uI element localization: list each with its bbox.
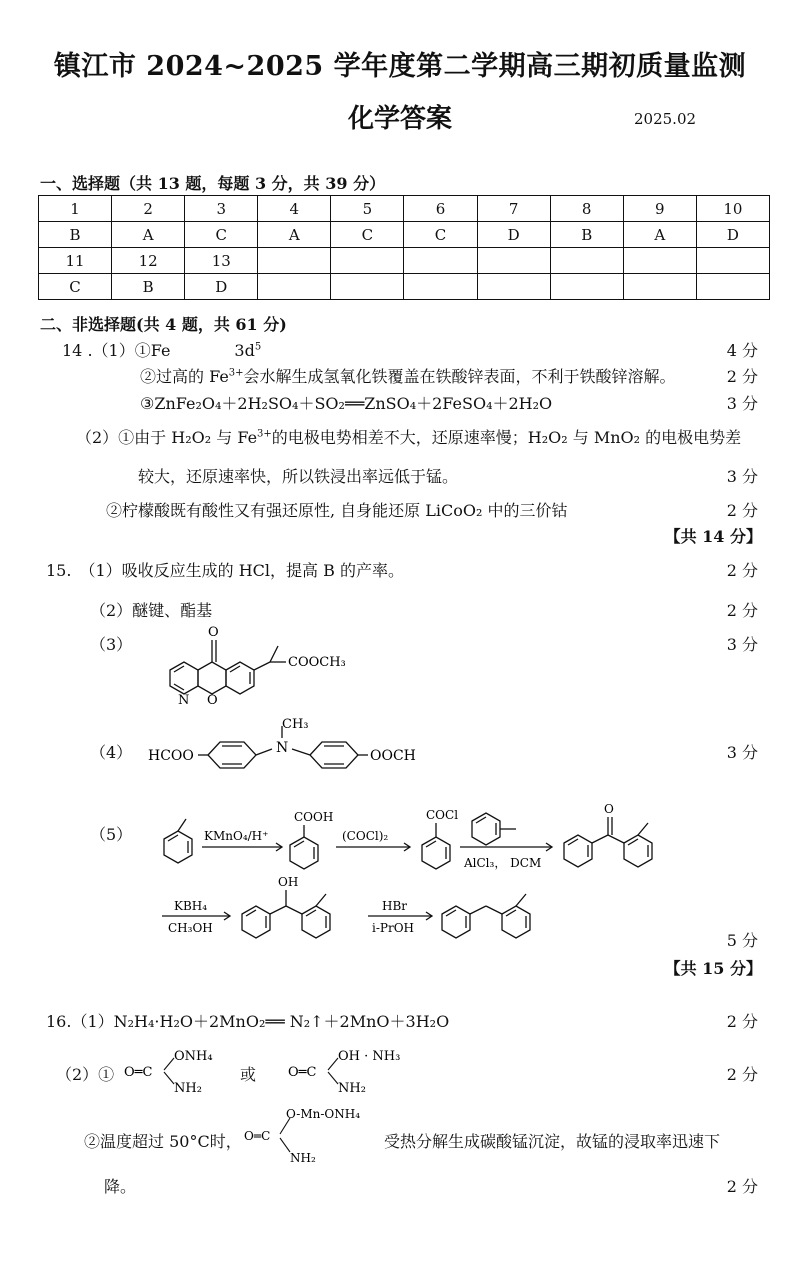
q14-line4	[76, 425, 741, 448]
reagent-kmno4: KMnO₄/H⁺	[204, 829, 269, 843]
answer-cell: 10	[696, 196, 769, 222]
q14-config-sup: 5	[254, 341, 262, 353]
s-a-top: ONH₄	[174, 1049, 213, 1064]
q15-1-score: 2 分	[726, 561, 758, 580]
answer-table	[38, 195, 770, 300]
q14-l4b: 的电极电势相差不大，还原速率慢；H₂O₂ 与 MnO₂ 的电极电势差	[271, 428, 742, 447]
q16-line3a: ②温度超过 50°C时，	[84, 1132, 242, 1151]
label-ketone-o: O	[604, 802, 614, 816]
q14-l4-sup: 3+	[257, 428, 272, 440]
q14-5-score: 3 分	[726, 467, 758, 486]
answer-cell: D	[185, 274, 258, 300]
q14-l4a: （2）①由于 H₂O₂ 与 Fe	[76, 428, 258, 447]
answer-cell	[404, 248, 477, 274]
s4-n: N	[276, 740, 289, 756]
page-subtitle: 化学答案	[347, 104, 452, 134]
s4-ch3: CH₃	[282, 717, 309, 732]
q16-line1: 16.（1）N₂H₄·H₂O＋2MnO₂══ N₂↑＋2MnO＋3H₂O	[46, 1012, 450, 1031]
q14-total: 【共 14 分】	[664, 527, 762, 546]
answer-cell: B	[550, 222, 623, 248]
answer-cell: 8	[550, 196, 623, 222]
answer-cell: 2	[112, 196, 185, 222]
table-row	[39, 248, 770, 274]
label-cooh: COOH	[294, 810, 334, 824]
q14-l2-sup: 3+	[228, 367, 244, 379]
reagent-cocl2: (COCl)₂	[342, 829, 389, 843]
answer-cell	[623, 274, 696, 300]
s4-left: HCOO	[148, 748, 194, 764]
reagent-kbh4: KBH₄	[174, 899, 208, 913]
answer-cell	[696, 248, 769, 274]
q16-line2-label: （2）①	[56, 1065, 115, 1084]
answer-cell: 4	[258, 196, 331, 222]
table-row	[39, 274, 770, 300]
q15-line1: 15. （1）吸收反应生成的 HCl，提高 B 的产率。	[46, 561, 404, 580]
reagent-ch3oh: CH₃OH	[168, 921, 213, 935]
answer-cell: B	[112, 274, 185, 300]
q15-line4-label: （4）	[90, 743, 133, 762]
q16-structure-c	[244, 1104, 384, 1166]
answer-cell: 9	[623, 196, 696, 222]
answer-cell	[331, 274, 404, 300]
q15-3-structure	[160, 618, 420, 708]
answer-cell: C	[404, 222, 477, 248]
q15-3-score: 3 分	[726, 635, 758, 654]
table-row	[39, 222, 770, 248]
s4-right: OOCH	[370, 748, 416, 764]
q15-4-score: 3 分	[726, 743, 758, 762]
q14-line1	[62, 338, 261, 361]
s-b-top: OH · NH₃	[338, 1049, 401, 1064]
reagent-iproh: i-PrOH	[372, 921, 415, 935]
answer-cell: 11	[39, 248, 112, 274]
q14-line6: ②柠檬酸既有酸性又有强还原性, 自身能还原 LiCoO₂ 中的三价钴	[106, 501, 568, 520]
q15-2-score: 2 分	[726, 601, 758, 620]
s-c-top: O-Mn-ONH₄	[286, 1107, 361, 1121]
label-cocl: COCl	[426, 808, 459, 822]
s-c-left: O═C	[244, 1129, 271, 1143]
answer-cell	[623, 248, 696, 274]
q14-6-score: 2 分	[726, 501, 758, 520]
answer-cell: D	[477, 222, 550, 248]
q14-line2	[140, 364, 676, 387]
q15-line2: （2）醚键、酯基	[90, 601, 213, 620]
q14-fe: 14 .（1）①Fe	[62, 341, 171, 360]
answer-cell	[258, 274, 331, 300]
answer-cell	[550, 248, 623, 274]
synthesis-route-row2	[160, 870, 620, 950]
reagent-alcl3: AlCl₃， DCM	[464, 856, 542, 870]
answer-cell	[331, 248, 404, 274]
answer-cell	[696, 274, 769, 300]
q15-4-structure	[148, 718, 478, 788]
q14-l2a: ②过高的 Fe	[140, 367, 229, 386]
q14-config: 3d	[234, 341, 255, 360]
answer-cell: 13	[185, 248, 258, 274]
q15-line5-label: （5）	[90, 825, 133, 844]
answer-cell: C	[39, 274, 112, 300]
q16-1-score: 2 分	[726, 1012, 758, 1031]
q14-1-score: 4 分	[726, 341, 758, 360]
q16-line3b: 受热分解生成碳酸锰沉淀，故锰的浸取率迅速下	[384, 1132, 721, 1151]
q14-l2b: 会水解生成氢氧化铁覆盖在铁酸锌表面，不利于铁酸锌溶解。	[243, 367, 676, 386]
answer-cell	[404, 274, 477, 300]
answer-cell: A	[112, 222, 185, 248]
answer-cell: 12	[112, 248, 185, 274]
q16-2-score: 2 分	[726, 1065, 758, 1084]
answer-cell: C	[185, 222, 258, 248]
answer-cell	[477, 274, 550, 300]
section1-heading: 一、选择题（共 13 题，每题 3 分，共 39 分）	[40, 174, 386, 193]
answer-cell: 5	[331, 196, 404, 222]
s-b-bot: NH₂	[338, 1081, 366, 1096]
label-oh: OH	[278, 875, 299, 889]
answer-cell	[550, 274, 623, 300]
s3-n: N	[178, 693, 190, 708]
q14-3-score: 3 分	[726, 394, 758, 413]
answer-cell: B	[39, 222, 112, 248]
s-a-bot: NH₂	[174, 1081, 202, 1096]
q15-line3-label: （3）	[90, 635, 133, 654]
answer-cell	[258, 248, 331, 274]
answer-cell: D	[696, 222, 769, 248]
q15-total: 【共 15 分】	[664, 959, 762, 978]
answer-cell: 7	[477, 196, 550, 222]
s-c-bot: NH₂	[290, 1151, 316, 1165]
answer-cell: C	[331, 222, 404, 248]
s-a-left: O═C	[124, 1065, 153, 1080]
q16-4-score: 2 分	[726, 1177, 758, 1196]
s-b-left: O═C	[288, 1065, 317, 1080]
q15-5-score: 5 分	[726, 931, 758, 950]
answer-cell: 3	[185, 196, 258, 222]
section2-heading: 二、非选择题(共 4 题，共 61 分)	[40, 315, 287, 334]
answer-cell: A	[258, 222, 331, 248]
answer-cell: 6	[404, 196, 477, 222]
q16-or: 或	[240, 1065, 257, 1084]
s3-ester: COOCH₃	[288, 655, 346, 670]
q16-structure-b	[288, 1046, 428, 1096]
reagent-hbr: HBr	[382, 899, 408, 913]
answer-cell	[477, 248, 550, 274]
s3-o: O	[208, 625, 219, 640]
s3-ring-o: O	[207, 693, 218, 708]
answer-cell: 1	[39, 196, 112, 222]
q14-equation: ③ZnFe₂O₄＋2H₂SO₄＋SO₂══ZnSO₄＋2FeSO₄＋2H₂O	[140, 394, 553, 413]
q16-structure-a	[124, 1046, 234, 1096]
q16-line4: 降。	[104, 1177, 137, 1196]
exam-date: 2025.02	[634, 110, 697, 128]
page-title: 镇江市 2024~2025 学年度第二学期高三期初质量监测	[53, 51, 747, 82]
answer-cell: A	[623, 222, 696, 248]
table-row	[39, 196, 770, 222]
q14-line5: 较大，还原速率快，所以铁浸出率远低于锰。	[138, 467, 459, 486]
q14-2-score: 2 分	[726, 367, 758, 386]
